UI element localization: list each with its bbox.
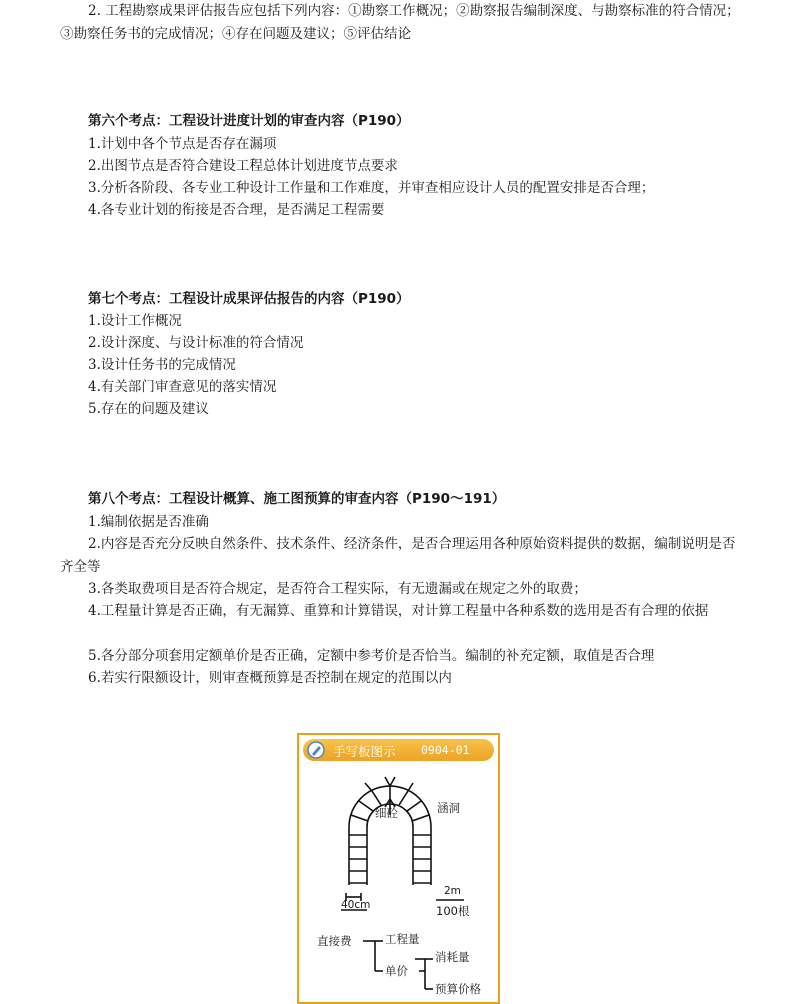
section7-item-2: 2.设计深度、与设计标准的符合情况: [88, 335, 304, 351]
section8-item-5: 5.各分部分项套用定额单价是否正确，定额中参考价是否恰当。编制的补充定额，取值是否合理: [88, 648, 655, 664]
section8-item-2: 2.内容是否充分反映自然条件、技术条件、经济条件，是否合理运用各种原始资料提供的数据，编制说明是否齐全等: [60, 536, 736, 575]
intro-paragraph: [60, 0, 746, 45]
section8-heading: 第八个考点：工程设计概算、施工图预算的审查内容（P190～191）: [88, 491, 506, 507]
section8-item-1: 1.编制依据是否准确: [88, 514, 209, 530]
section8-item-6: 6.若实行限额设计，则审查概预算是否控制在规定的范围以内: [88, 670, 452, 686]
section6-item-4: 4.各专业计划的衔接是否合理，是否满足工程需要: [88, 202, 385, 218]
label-fraction-bottom: 100根: [436, 904, 470, 918]
label-branch1: 工程量: [385, 932, 420, 946]
section6-item-3: 3.分析各阶段、各专业工种设计工作量和工作难度，并审查相应设计人员的配置安排是否合理；: [88, 180, 655, 196]
section6-heading: 第六个考点：工程设计进度计划的审查内容（P190）: [88, 113, 410, 129]
label-arch-inner: 细砼: [375, 806, 398, 820]
section8-item-4: 4.工程量计算是否正确，有无漏算、重算和计算错误，对计算工程量中各种系数的选用是否有合理的依据: [88, 603, 709, 619]
section6-item-2: 2.出图节点是否符合建设工程总体计划进度节点要求: [88, 158, 398, 174]
figure-code: 0904-01: [421, 743, 470, 757]
section7-heading: 第七个考点：工程设计成果评估报告的内容（P190）: [88, 291, 410, 307]
section6-item-1: 1.计划中各个节点是否存在漏项: [88, 136, 277, 152]
label-culvert: 涵洞: [437, 801, 460, 815]
intro-text: 2. 工程勘察成果评估报告应包括下列内容：①勘察工作概况；②勘察报告编制深度、与勘察标准的符合情况；③勘察任务书的完成情况；④存在问题及建议；⑤评估结论: [60, 3, 740, 42]
label-root: 直接费: [317, 934, 352, 948]
label-leaf2: 预算价格: [435, 982, 481, 996]
handwriting-figure: [297, 733, 500, 1004]
section7-item-5: 5.存在的问题及建议: [88, 401, 209, 417]
label-fraction-top: 2m: [444, 885, 461, 897]
figure-title: 手写板图示: [333, 744, 396, 759]
section7-item-3: 3.设计任务书的完成情况: [88, 357, 236, 373]
section8-item-3: 3.各类取费项目是否符合规定，是否符合工程实际，有无遗漏或在规定之外的取费；: [88, 581, 587, 597]
label-leaf1: 消耗量: [435, 950, 470, 964]
label-width: 40cm: [341, 899, 371, 911]
section7-item-4: 4.有关部门审查意见的落实情况: [88, 379, 277, 395]
label-branch2: 单价: [385, 964, 408, 978]
section7-item-1: 1.设计工作概况: [88, 313, 182, 329]
